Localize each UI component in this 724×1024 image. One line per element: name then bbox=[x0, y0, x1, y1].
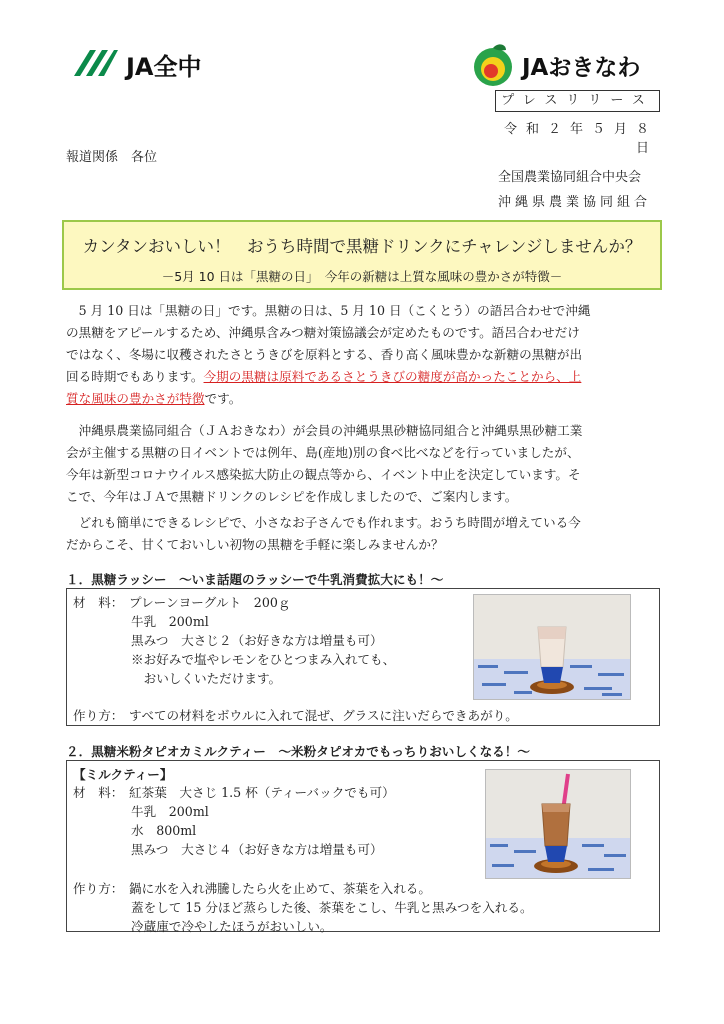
text-span: です。 bbox=[204, 391, 242, 406]
highlight-text: 今期の黒糖は原料であるさとうきびの糖度が高かったことから、上 bbox=[203, 369, 582, 384]
milk-tea-photo bbox=[485, 769, 631, 879]
paragraph-1 bbox=[66, 300, 660, 410]
text-line: ではなく、冬場に収穫されたさとうきびを原料とする、香り高く風味豊かな新糖の黒糖が出 bbox=[66, 347, 583, 362]
page-title: カンタンおいしい！ おうち時間で黒糖ドリンクにチャレンジしませんか？ bbox=[82, 237, 642, 256]
recipe-1-box bbox=[66, 588, 660, 726]
text-line bbox=[66, 388, 660, 410]
method-step: 鍋に水を入れ沸騰したら火を止めて、茶葉を入れる。 bbox=[129, 881, 431, 896]
text-line: どれも簡単にできるレシピで、小さなお子さんでも作れます。おうち時間が増えている今 bbox=[66, 515, 581, 530]
ingredient-item: ※お好みで塩やレモンをひとつまみ入れても、 bbox=[131, 652, 396, 667]
ingredient-item: おいしくいただけます。 bbox=[131, 671, 282, 686]
sender-org-2: 沖縄県農業協同組合 bbox=[498, 195, 652, 210]
logo-right-text: JAおきなわ bbox=[522, 54, 641, 81]
recipe-2-subheading: 【ミルクティー】 bbox=[73, 767, 173, 782]
ingredient-item: 紅茶葉 大さじ 1.5 杯（ティーバックでも可） bbox=[129, 785, 395, 800]
text-line bbox=[66, 366, 660, 388]
press-release-label: プレスリリース bbox=[495, 90, 660, 112]
logo-left-text: JA全中 bbox=[126, 52, 202, 81]
text-line: 5 月 10 日は「黒糖の日」です。黒糖の日は、5 月 10 日（こくとう）の語呂合わせで沖縄 bbox=[66, 303, 591, 318]
text-line: こで、今年はＪＡで黒糖ドリンクのレシピを作成しましたので、ご案内します。 bbox=[66, 489, 518, 504]
lassi-glass-image bbox=[474, 595, 630, 699]
ingredient-item: 黒みつ 大さじ２（お好きな方は増量も可） bbox=[131, 633, 383, 648]
method-text: すべての材料をボウルに入れて混ぜ、グラスに注いだらできあがり。 bbox=[129, 708, 518, 723]
method-step: 冷蔵庫で冷やしたほうがおいしい。 bbox=[131, 919, 333, 934]
method-label: 作り方： bbox=[73, 708, 124, 723]
method-step: 蓋をして 15 分ほど蒸らした後、茶葉をこし、牛乳と黒みつを入れる。 bbox=[131, 900, 533, 915]
ingredients-label: 材 料： bbox=[73, 785, 124, 800]
ingredients-label: 材 料： bbox=[73, 595, 124, 610]
paragraph-3 bbox=[66, 512, 660, 556]
text-line: 今年は新型コロナウイルス感染拡大防止の観点等から、イベント中止を決定しています。そ bbox=[66, 467, 581, 482]
text-line: の黒糖をアピールするため、沖縄県含みつ糖対策協議会が定めたものです。語呂合わせだけ bbox=[66, 325, 580, 340]
ja-okinawa-logo bbox=[470, 42, 640, 88]
recipe-2-heading: ２．黒糖米粉タピオカミルクティー ～米粉タピオカでもっちりおいしくなる！～ bbox=[66, 744, 530, 759]
page-subtitle: －5月 10 日は「黒糖の日」 今年の新糖は上質な風味の豊かさが特徴－ bbox=[161, 269, 563, 284]
milk-tea-glass-image bbox=[486, 770, 630, 878]
recipe-2-box bbox=[66, 760, 660, 932]
recipe-1-heading: １．黒糖ラッシー ～いま話題のラッシーで牛乳消費拡大にも！～ bbox=[66, 572, 444, 587]
text-line: 沖縄県農業協同組合（ＪＡおきなわ）が会員の沖縄県黒砂糖協同組合と沖縄県黒砂糖工業 bbox=[66, 423, 583, 438]
ingredient-item: 水 800ml bbox=[131, 823, 197, 838]
ingredient-item: プレーンヨーグルト 200ｇ bbox=[129, 595, 291, 610]
text-line: だからこそ、甘くておいしい初物の黒糖を手軽に楽しみませんか？ bbox=[66, 537, 444, 552]
lassi-photo bbox=[473, 594, 631, 700]
title-box bbox=[62, 220, 662, 290]
sender-org-1: 全国農業協同組合中央会 bbox=[498, 170, 642, 185]
ja-okinawa-emblem-icon bbox=[470, 42, 516, 88]
text-span: 回る時期でもあります。 bbox=[66, 369, 204, 384]
ja-zenchu-logo bbox=[70, 46, 202, 82]
ingredient-item: 牛乳 200ml bbox=[131, 614, 209, 629]
ingredient-item: 牛乳 200ml bbox=[131, 804, 209, 819]
release-date: 令和２年５月８日 bbox=[503, 122, 658, 156]
ingredient-item: 黒みつ 大さじ４（お好きな方は増量も可） bbox=[131, 842, 383, 857]
highlight-text: 質な風味の豊かさが特徴 bbox=[66, 391, 205, 406]
method-label: 作り方： bbox=[73, 881, 124, 896]
addressee: 報道関係 各位 bbox=[66, 150, 158, 165]
paragraph-2 bbox=[66, 420, 660, 508]
text-line: 会が主催する黒糖の日イベントでは例年、島(産地)別の食べ比べなどを行っていましたが、 bbox=[66, 445, 580, 460]
ja-leaf-icon bbox=[70, 46, 120, 82]
